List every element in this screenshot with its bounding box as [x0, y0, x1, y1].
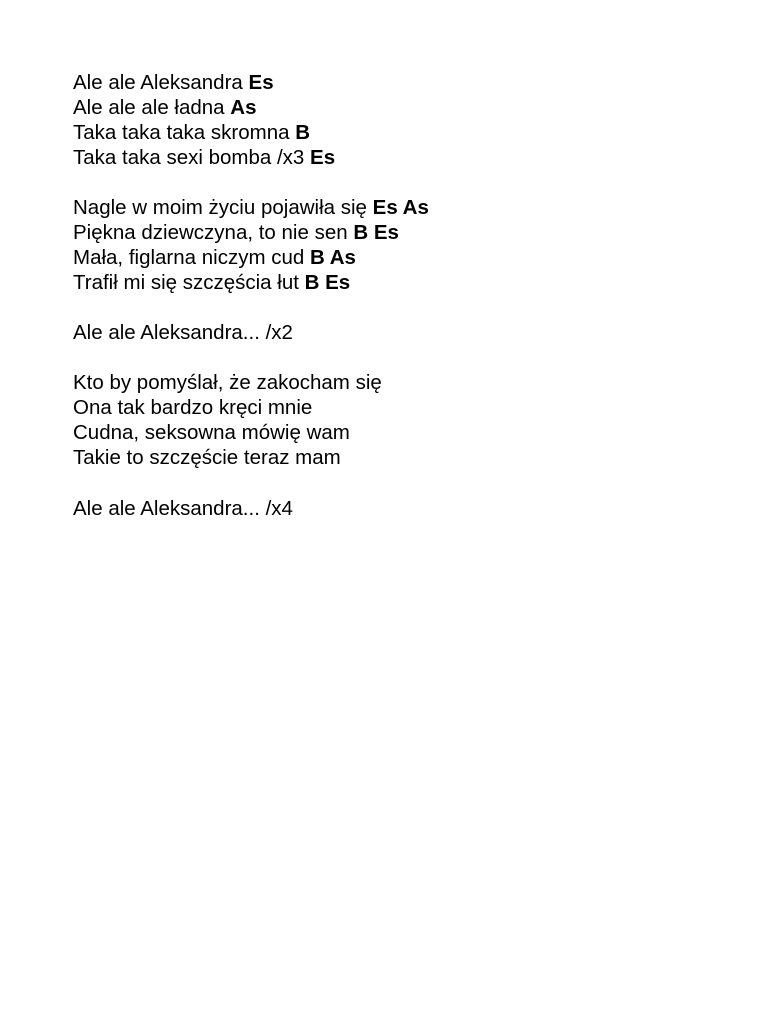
lyric-text: Cudna, seksowna mówię wam: [73, 421, 350, 444]
stanza-chorus: [73, 70, 713, 170]
lyric-text: Taka taka sexi bomba /x3: [73, 146, 305, 169]
chord-label: B As: [310, 246, 356, 269]
lyric-line: [73, 496, 713, 521]
stanza-verse-1: [73, 195, 713, 295]
chord-label: Es: [248, 71, 274, 94]
lyric-line: [73, 195, 713, 220]
stanza-chorus-repeat: [73, 320, 713, 345]
lyric-line: [73, 95, 713, 120]
lyric-text: Piękna dziewczyna, to nie sen: [73, 221, 348, 244]
chord-label: B Es: [353, 221, 399, 244]
chord-label: B Es: [304, 271, 351, 294]
stanza-verse-2: [73, 370, 713, 470]
lyric-line: [73, 145, 713, 170]
lyric-line: [73, 320, 713, 345]
chord-label: B: [295, 121, 311, 144]
lyric-line: [73, 395, 713, 420]
lyric-line: [73, 270, 713, 295]
lyric-text: Ale ale ale ładna: [73, 96, 225, 119]
lyric-text: Trafił mi się szczęścia łut: [73, 271, 299, 294]
lyric-text: Takie to szczęście teraz mam: [73, 446, 341, 469]
lyric-line: [73, 420, 713, 445]
chord-label: Es: [310, 146, 336, 169]
lyric-text: Ale ale Aleksandra... /x4: [73, 497, 293, 520]
stanza-outro: [73, 496, 713, 521]
song-lyrics: [73, 70, 713, 521]
lyric-line: [73, 120, 713, 145]
lyric-text: Mała, figlarna niczym cud: [73, 246, 305, 269]
lyric-line: [73, 220, 713, 245]
lyric-line: [73, 70, 713, 95]
lyric-line: [73, 370, 713, 395]
lyric-text: Ona tak bardzo kręci mnie: [73, 396, 313, 419]
lyric-text: Taka taka taka skromna: [73, 121, 290, 144]
lyric-line: [73, 445, 713, 470]
chord-label: Es As: [372, 196, 429, 219]
lyric-text: Ale ale Aleksandra: [73, 71, 243, 94]
lyric-text: Kto by pomyślał, że zakocham się: [73, 371, 382, 394]
lyric-line: [73, 245, 713, 270]
lyric-text: Nagle w moim życiu pojawiła się: [73, 196, 367, 219]
chord-label: As: [230, 96, 257, 119]
lyric-text: Ale ale Aleksandra... /x2: [73, 321, 293, 344]
